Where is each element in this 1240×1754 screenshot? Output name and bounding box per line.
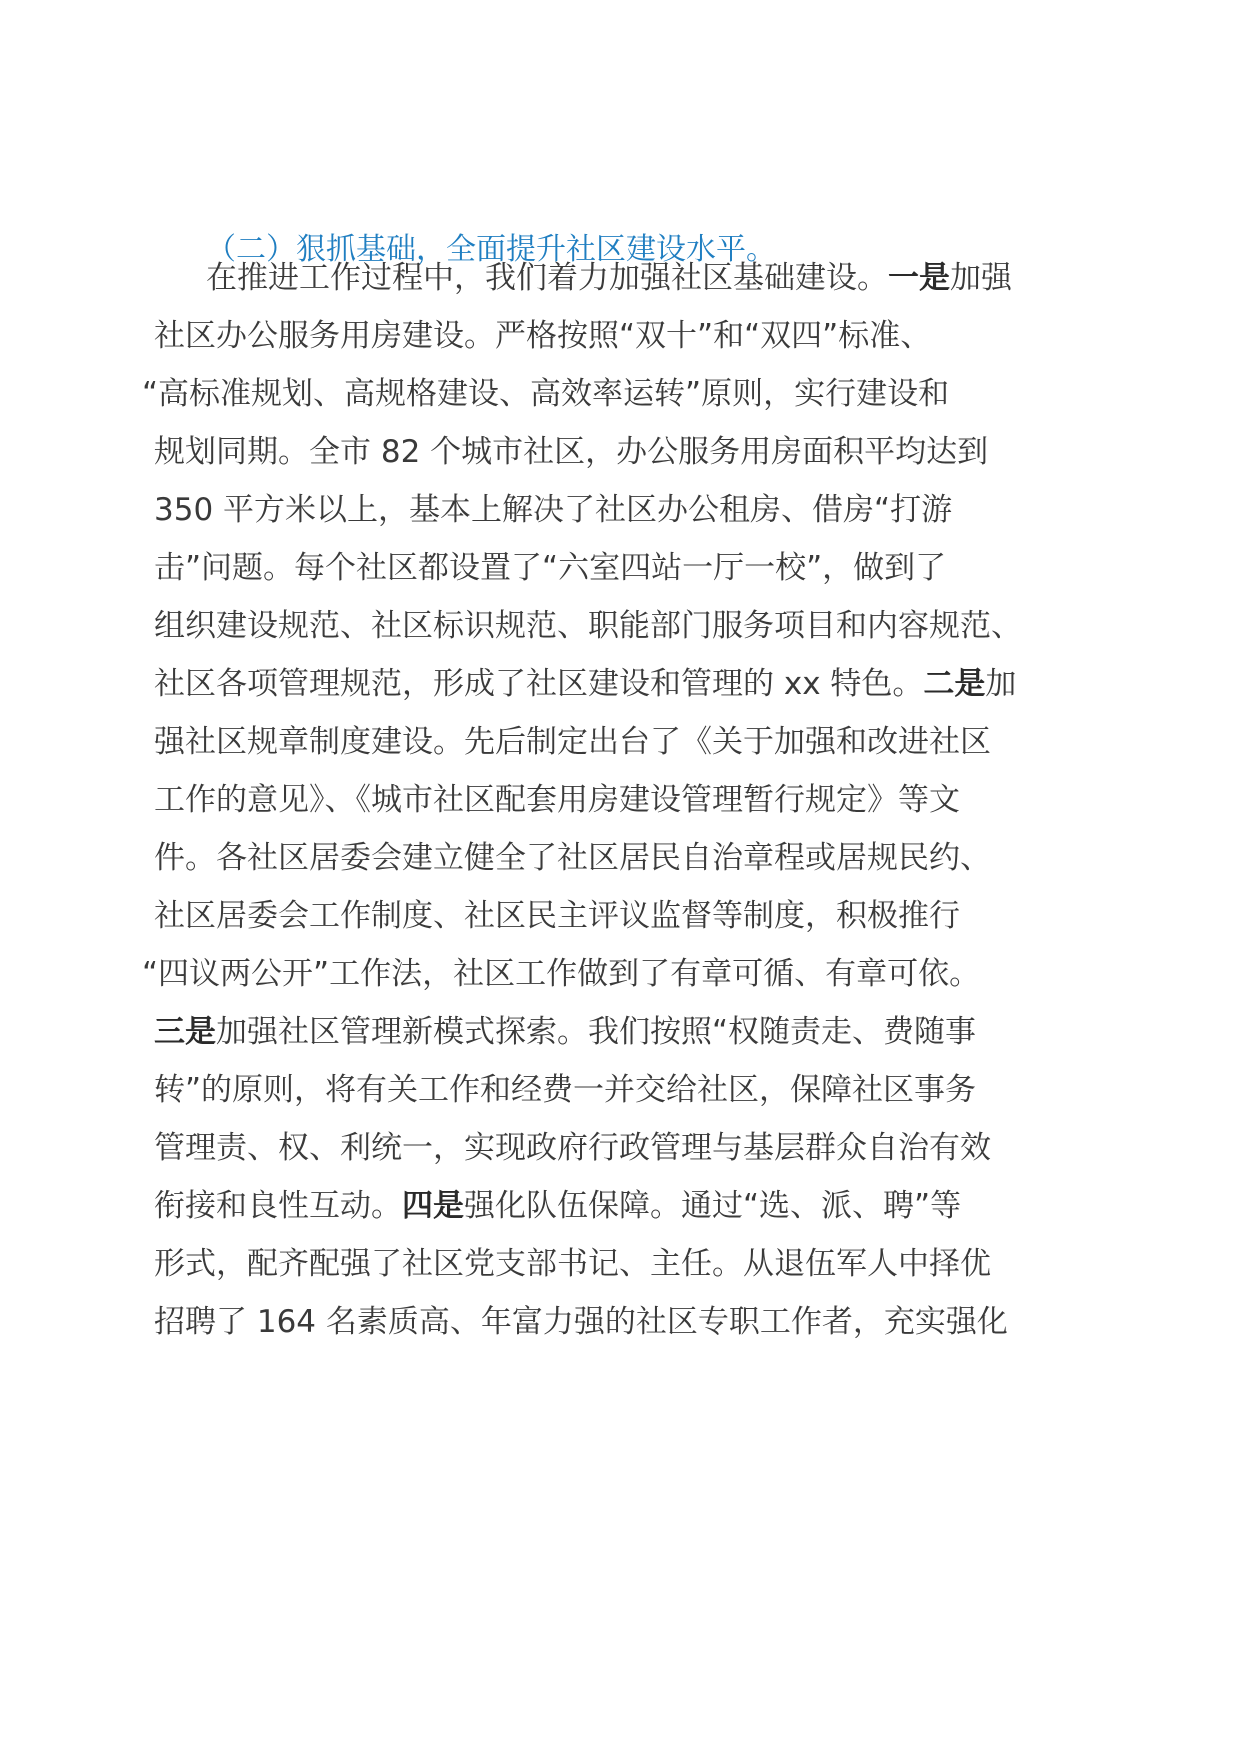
paragraph-line: 社区各项管理规范，形成了社区建设和管理的 xx 特色。二是加: [154, 666, 1017, 702]
paragraph-line: 转”的原则，将有关工作和经费一并交给社区，保障社区事务: [154, 1072, 977, 1108]
emphasis-fourth: 四是: [402, 1188, 464, 1224]
paragraph-line: 组织建设规范、社区标识规范、职能部门服务项目和内容规范、: [154, 608, 1022, 644]
section-heading: （二）狠抓基础，全面提升社区建设水平。: [206, 232, 776, 267]
paragraph-line: 击”问题。每个社区都设置了“六室四站一厅一校”，做到了: [154, 550, 947, 586]
paragraph-line: 工作的意见》、《城市社区配套用房建设管理暂行规定》等文: [154, 782, 960, 818]
paragraph-line: 管理责、权、利统一，实现政府行政管理与基层群众自治有效: [154, 1130, 991, 1166]
paragraph-line: “四议两公开”工作法，社区工作做到了有章可循、有章可依。: [142, 956, 981, 992]
paragraph-line: 社区办公服务用房建设。严格按照“双十”和“双四”标准、: [154, 318, 932, 354]
paragraph-line: 衔接和良性互动。四是强化队伍保障。通过“选、派、聘”等: [154, 1188, 962, 1224]
paragraph-line: 在推进工作过程中，我们着力加强社区基础建设。一是加强: [206, 260, 1012, 296]
paragraph-line: 招聘了 164 名素质高、年富力强的社区专职工作者，充实强化: [154, 1304, 1008, 1340]
emphasis-third: 三是: [154, 1014, 216, 1050]
paragraph-line: “高标准规划、高规格建设、高效率运转”原则，实行建设和: [142, 376, 950, 412]
paragraph-line: 规划同期。全市 82 个城市社区，办公服务用房面积平均达到: [154, 434, 989, 470]
emphasis-first: 一是: [888, 260, 950, 296]
paragraph-line: 件。各社区居委会建立健全了社区居民自治章程或居规民约、: [154, 840, 991, 876]
emphasis-second: 二是: [923, 666, 986, 702]
paragraph-line: 350 平方米以上，基本上解决了社区办公租房、借房“打游: [154, 492, 953, 528]
paragraph-line: 形式，配齐配强了社区党支部书记、主任。从退伍军人中择优: [154, 1246, 991, 1282]
paragraph-line: 强社区规章制度建设。先后制定出台了《关于加强和改进社区: [154, 724, 991, 760]
paragraph-line: 三是加强社区管理新模式探索。我们按照“权随责走、费随事: [154, 1014, 977, 1050]
paragraph-line: 社区居委会工作制度、社区民主评议监督等制度，积极推行: [154, 898, 960, 934]
